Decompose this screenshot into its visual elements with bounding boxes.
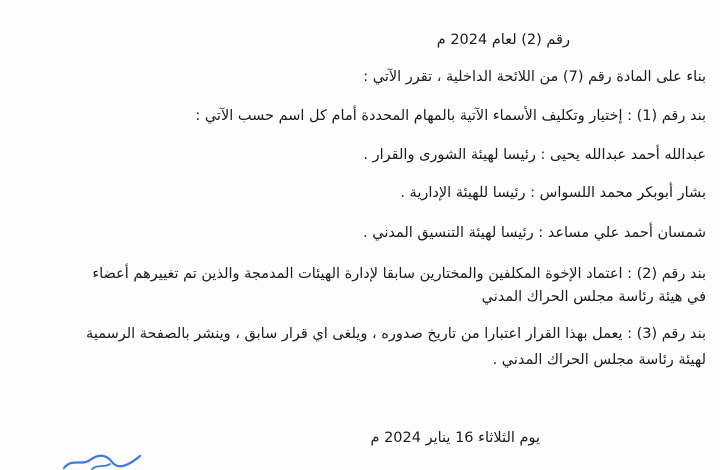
decree-number: رقم (2) لعام 2024 م [436,32,570,48]
signature-stroke [62,452,142,470]
issue-date: يوم الثلاثاء 16 يناير 2024 م [370,430,540,446]
clause-2-line-1: بند رقم (2) : اعتماد الإخوة المكلفين والمختارين سابقا لإدارة الهيئات المدمجة والذين تم تغييرهم أعضاء [92,266,706,282]
clause-3-line-1: بند رقم (3) : يعمل بهذا القرار اعتبارا من تاريخ صدوره ، ويلغى اي قرار سابق ، وينشر بالصفحة الرسمية [86,326,706,342]
clause-3-line-2: لهيئة رئاسة مجلس الحراك المدني . [492,352,706,368]
appointment-2: بشار أبوبكر محمد اللسواس : رئيسا للهيئة الإدارية . [400,185,706,201]
appointment-3: شمسان أحمد علي مساعد : رئيسا لهيئة التنسيق المدني . [363,225,706,241]
clause-2-line-2: في هيئة رئاسة مجلس الحراك المدني [481,289,706,305]
preamble: بناء على المادة رقم (7) من اللائحة الداخلية ، تقرر الآتي : [363,69,706,85]
appointment-1: عبدالله أحمد عبدالله يحيى : رئيسا لهيئة الشورى والقرار . [363,147,706,163]
clause-1: بند رقم (1) : إختيار وتكليف الأسماء الآتية بالمهام المحددة أمام كل اسم حسب الآتي : [195,108,706,124]
